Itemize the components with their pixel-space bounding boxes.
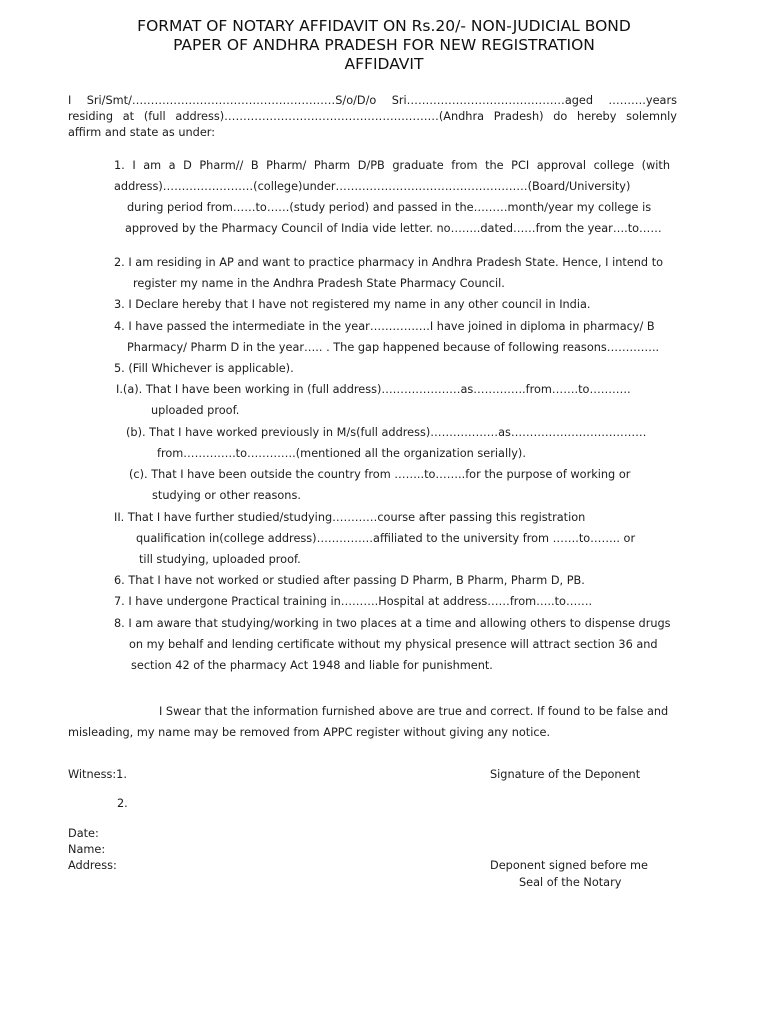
witness-1-label: Witness:1. — [68, 768, 127, 781]
intro-line-3: affirm and state as under: — [68, 126, 216, 139]
intro-line-1: I Sri/Smt/………………………………………………S/o/D/o Sri……………………………………aged ……….years — [68, 94, 677, 107]
intro-line-2: residing at (full address)…………………………………………………(Andhra Pradesh) do hereby solemnly — [68, 110, 677, 123]
date-label: Date: — [68, 827, 99, 840]
item-2-line-2: register my name in the Andhra Pradesh State Pharmacy Council. — [133, 277, 505, 290]
sub-ii-line-1: II. That I have further studied/studying…………course after passing this registration — [114, 511, 586, 524]
sub-a-line-2: uploaded proof. — [151, 404, 240, 417]
item-1-line-1: 1. I am a D Pharm// B Pharm/ Pharm D/PB graduate from the PCI approval college (with — [114, 159, 670, 172]
sub-b-line-2: from…………..to………….(mentioned all the organization serially). — [157, 447, 526, 460]
sub-c-line-1: (c). That I have been outside the country from ……..to……..for the purpose of working or — [129, 468, 631, 481]
item-8-line-1: 8. I am aware that studying/working in two places at a time and allowing others to dispense drugs — [114, 617, 671, 630]
item-3: 3. I Declare hereby that I have not registered my name in any other council in India. — [114, 298, 591, 311]
sub-a-line-1: I.(a). That I have been working in (full address)…………………as…………..from…….to……….. — [116, 383, 631, 396]
sub-c-line-2: studying or other reasons. — [152, 489, 301, 502]
item-6: 6. That I have not worked or studied after passing D Pharm, B Pharm, Pharm D, PB. — [114, 574, 585, 587]
sub-ii-line-3: till studying, uploaded proof. — [139, 553, 301, 566]
witness-2-label: 2. — [117, 797, 128, 810]
item-1-line-3: during period from……to……(study period) and passed in the………month/year my college is — [127, 201, 652, 214]
sub-b-line-1: (b). That I have worked previously in M/s(full address)………………as……………………………… — [126, 426, 647, 439]
name-label: Name: — [68, 843, 106, 856]
oath-line-2: misleading, my name may be removed from APPC register without giving any notice. — [68, 726, 551, 739]
item-7: 7. I have undergone Practical training in……….Hospital at address……from…..to……. — [114, 595, 593, 608]
title-line-1: FORMAT OF NOTARY AFFIDAVIT ON Rs.20/- NON-JUDICIAL BOND — [137, 17, 631, 35]
address-label: Address: — [68, 859, 117, 872]
sub-ii-line-2: qualification in(college address)……………affiliated to the university from …….to…….. or — [136, 532, 636, 545]
deponent-signature-label: Signature of the Deponent — [490, 768, 641, 781]
item-1-line-4: approved by the Pharmacy Council of India vide letter. no……..dated……from the year….to…… — [125, 222, 662, 235]
item-1-line-2: address)……………………(college)under……………………………………………(Board/University) — [114, 180, 631, 193]
document-title — [0, 17, 768, 74]
item-8-line-3: section 42 of the pharmacy Act 1948 and liable for punishment. — [131, 659, 493, 672]
title-line-2: PAPER OF ANDHRA PRADESH FOR NEW REGISTRATION — [173, 36, 595, 54]
item-2-line-1: 2. I am residing in AP and want to practice pharmacy in Andhra Pradesh State. Hence, I intend to — [114, 256, 664, 269]
item-5: 5. (Fill Whichever is applicable). — [114, 362, 294, 375]
title-line-3: AFFIDAVIT — [344, 55, 424, 73]
item-4-line-2: Pharmacy/ Pharm D in the year….. . The gap happened because of following reasons………….. — [127, 341, 660, 354]
item-4-line-1: 4. I have passed the intermediate in the year…………….I have joined in diploma in pharmacy/ B — [114, 320, 655, 333]
deponent-signed-before-label: Deponent signed before me — [490, 859, 648, 872]
notary-seal-label: Seal of the Notary — [519, 876, 622, 889]
item-8-line-2: on my behalf and lending certificate without my physical presence will attract section 36 and — [129, 638, 658, 651]
oath-line-1: I Swear that the information furnished above are true and correct. If found to be false and — [159, 705, 669, 718]
